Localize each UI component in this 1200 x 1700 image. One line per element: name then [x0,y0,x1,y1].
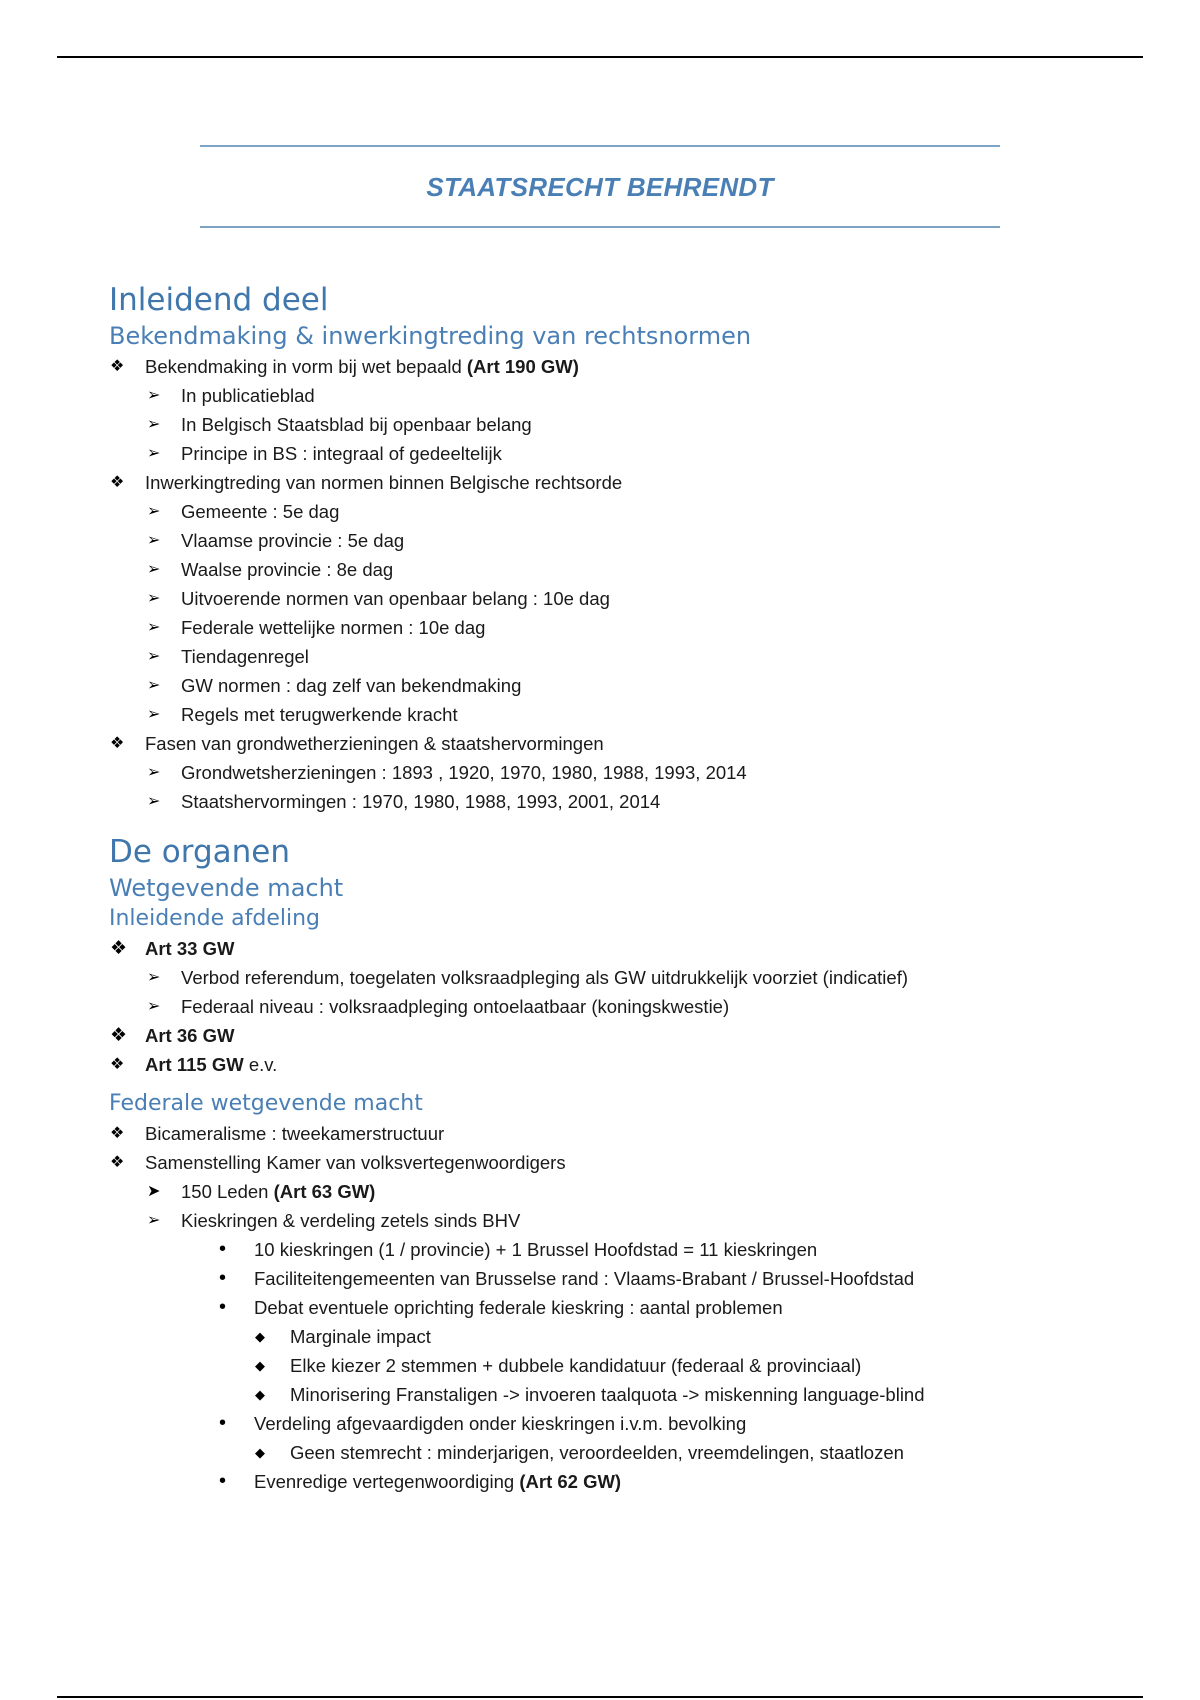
list-item: ➢ Federaal niveau : volksraadpleging ontoelaatbaar (koningskwestie) [109,992,1109,1021]
subheading-bekendmaking: Bekendmaking & inwerkingtreding van rechtsnormen [109,322,752,350]
dot-bullet-icon [219,1467,226,1497]
diamond-bullet-icon [255,1351,265,1380]
arrow-bullet-icon [147,410,160,439]
list-item: ❖ Bicameralisme : tweekamerstructuur [109,1119,1109,1148]
list-item: ➢ Federale wettelijke normen : 10e dag [109,613,1109,642]
arrow-bullet-icon [147,787,160,816]
list-item: ◆ Minorisering Franstaligen -> invoeren taalquota -> miskenning language-blind [109,1380,1109,1409]
heading-de-organen: De organen [109,834,291,870]
arrow-bullet-icon [147,1206,160,1235]
bullet-icon [110,1021,127,1051]
document-body [109,280,1109,1496]
list-item: ❖ Fasen van grondwetherzieningen & staatshervormingen [109,729,1109,758]
subheading-federale-wetgevende-macht: Federale wetgevende macht [109,1091,423,1116]
list-item: • Faciliteitengemeenten van Brusselse rand : Vlaams-Brabant / Brussel-Hoofdstad [109,1264,1109,1293]
list-item: ◆ Marginale impact [109,1322,1109,1351]
arrow-bullet-icon [147,381,160,410]
list-item: ➢ Kieskringen & verdeling zetels sinds BHV [109,1206,1109,1235]
list-item: ➢ Principe in BS : integraal of gedeeltelijk [109,439,1109,468]
list-item: ❖ Art 115 GW e.v. [109,1050,1109,1079]
list-item: ➢ Grondwetsherzieningen : 1893 , 1920, 1970, 1980, 1988, 1993, 2014 [109,758,1109,787]
list-item: ➤ 150 Leden (Art 63 GW) [109,1177,1109,1206]
diamond-bullet-icon [255,1438,265,1467]
list-item: ➢ In publicatieblad [109,381,1109,410]
dot-bullet-icon [219,1409,226,1439]
list-item: ➢ Verbod referendum, toegelaten volksraadpleging als GW uitdrukkelijk voorziet (indicatief) [109,963,1109,992]
list-item: ❖ Art 33 GW [109,934,1109,963]
arrow-bullet-icon [147,642,160,671]
list-item: ❖ Samenstelling Kamer van volksvertegenwoordigers [109,1148,1109,1177]
list-item: ◆ Geen stemrecht : minderjarigen, veroordeelden, vreemdelingen, staatlozen [109,1438,1109,1467]
dot-bullet-icon [219,1293,226,1323]
list-item: ❖ Bekendmaking in vorm bij wet bepaald (Art 190 GW) [109,352,1109,381]
bullet-icon [110,1119,124,1148]
list-item: ❖ Art 36 GW [109,1021,1109,1050]
arrow-bullet-icon [147,584,160,613]
arrow-bullet-icon [147,613,160,642]
dot-bullet-icon [219,1264,226,1294]
arrow-bullet-icon [147,992,160,1021]
list-item: ❖ Inwerkingtreding van normen binnen Belgische rechtsorde [109,468,1109,497]
list-item: • Verdeling afgevaardigden onder kieskringen i.v.m. bevolking [109,1409,1109,1438]
title-rule-bottom [200,226,1000,228]
arrow-bullet-icon [147,963,160,992]
arrow-bullet-icon [147,555,160,584]
list-item: ➢ Uitvoerende normen van openbaar belang : 10e dag [109,584,1109,613]
subheading-wetgevende-macht: Wetgevende macht [109,874,344,902]
list-item: ➢ Gemeente : 5e dag [109,497,1109,526]
arrow-bullet-icon [147,439,160,468]
list-item: ➢ Tiendagenregel [109,642,1109,671]
document-title: STAATSRECHT BEHRENDT [426,172,774,202]
diamond-bullet-icon [255,1322,265,1351]
list-item: ➢ Vlaamse provincie : 5e dag [109,526,1109,555]
list-item: ➢ In Belgisch Staatsblad bij openbaar belang [109,410,1109,439]
page-top-rule [57,56,1143,58]
list-item: ◆ Elke kiezer 2 stemmen + dubbele kandidatuur (federaal & provinciaal) [109,1351,1109,1380]
diamond-bullet-icon [255,1380,265,1409]
list-item: ➢ Waalse provincie : 8e dag [109,555,1109,584]
bullet-icon [110,934,127,964]
arrow-bullet-icon [147,758,160,787]
bullet-icon [110,352,124,381]
arrow-bullet-icon [147,671,160,700]
list-item: ➢ Regels met terugwerkende kracht [109,700,1109,729]
bullet-icon [110,468,124,497]
bullet-icon [110,1050,124,1079]
bullet-icon [110,729,124,758]
list-item: • Evenredige vertegenwoordiging (Art 62 GW) [109,1467,1109,1496]
list-item: ➢ Staatshervormingen : 1970, 1980, 1988, 1993, 2001, 2014 [109,787,1109,816]
bullet-icon [110,1148,124,1177]
page-bottom-rule [57,1696,1143,1698]
arrow-bullet-icon [147,526,160,555]
list-item: • 10 kieskringen (1 / provincie) + 1 Brussel Hoofdstad = 11 kieskringen [109,1235,1109,1264]
arrow-bullet-icon [147,497,160,526]
heading-inleidend-deel: Inleidend deel [109,282,329,318]
list-item: ➢ GW normen : dag zelf van bekendmaking [109,671,1109,700]
arrow-bullet-icon [147,1177,160,1206]
dot-bullet-icon [219,1235,226,1265]
list-item: • Debat eventuele oprichting federale kieskring : aantal problemen [109,1293,1109,1322]
title-block [200,145,1000,228]
arrow-bullet-icon [147,700,160,729]
subheading-inleidende-afdeling: Inleidende afdeling [109,906,320,931]
title-rule-top [200,145,1000,147]
